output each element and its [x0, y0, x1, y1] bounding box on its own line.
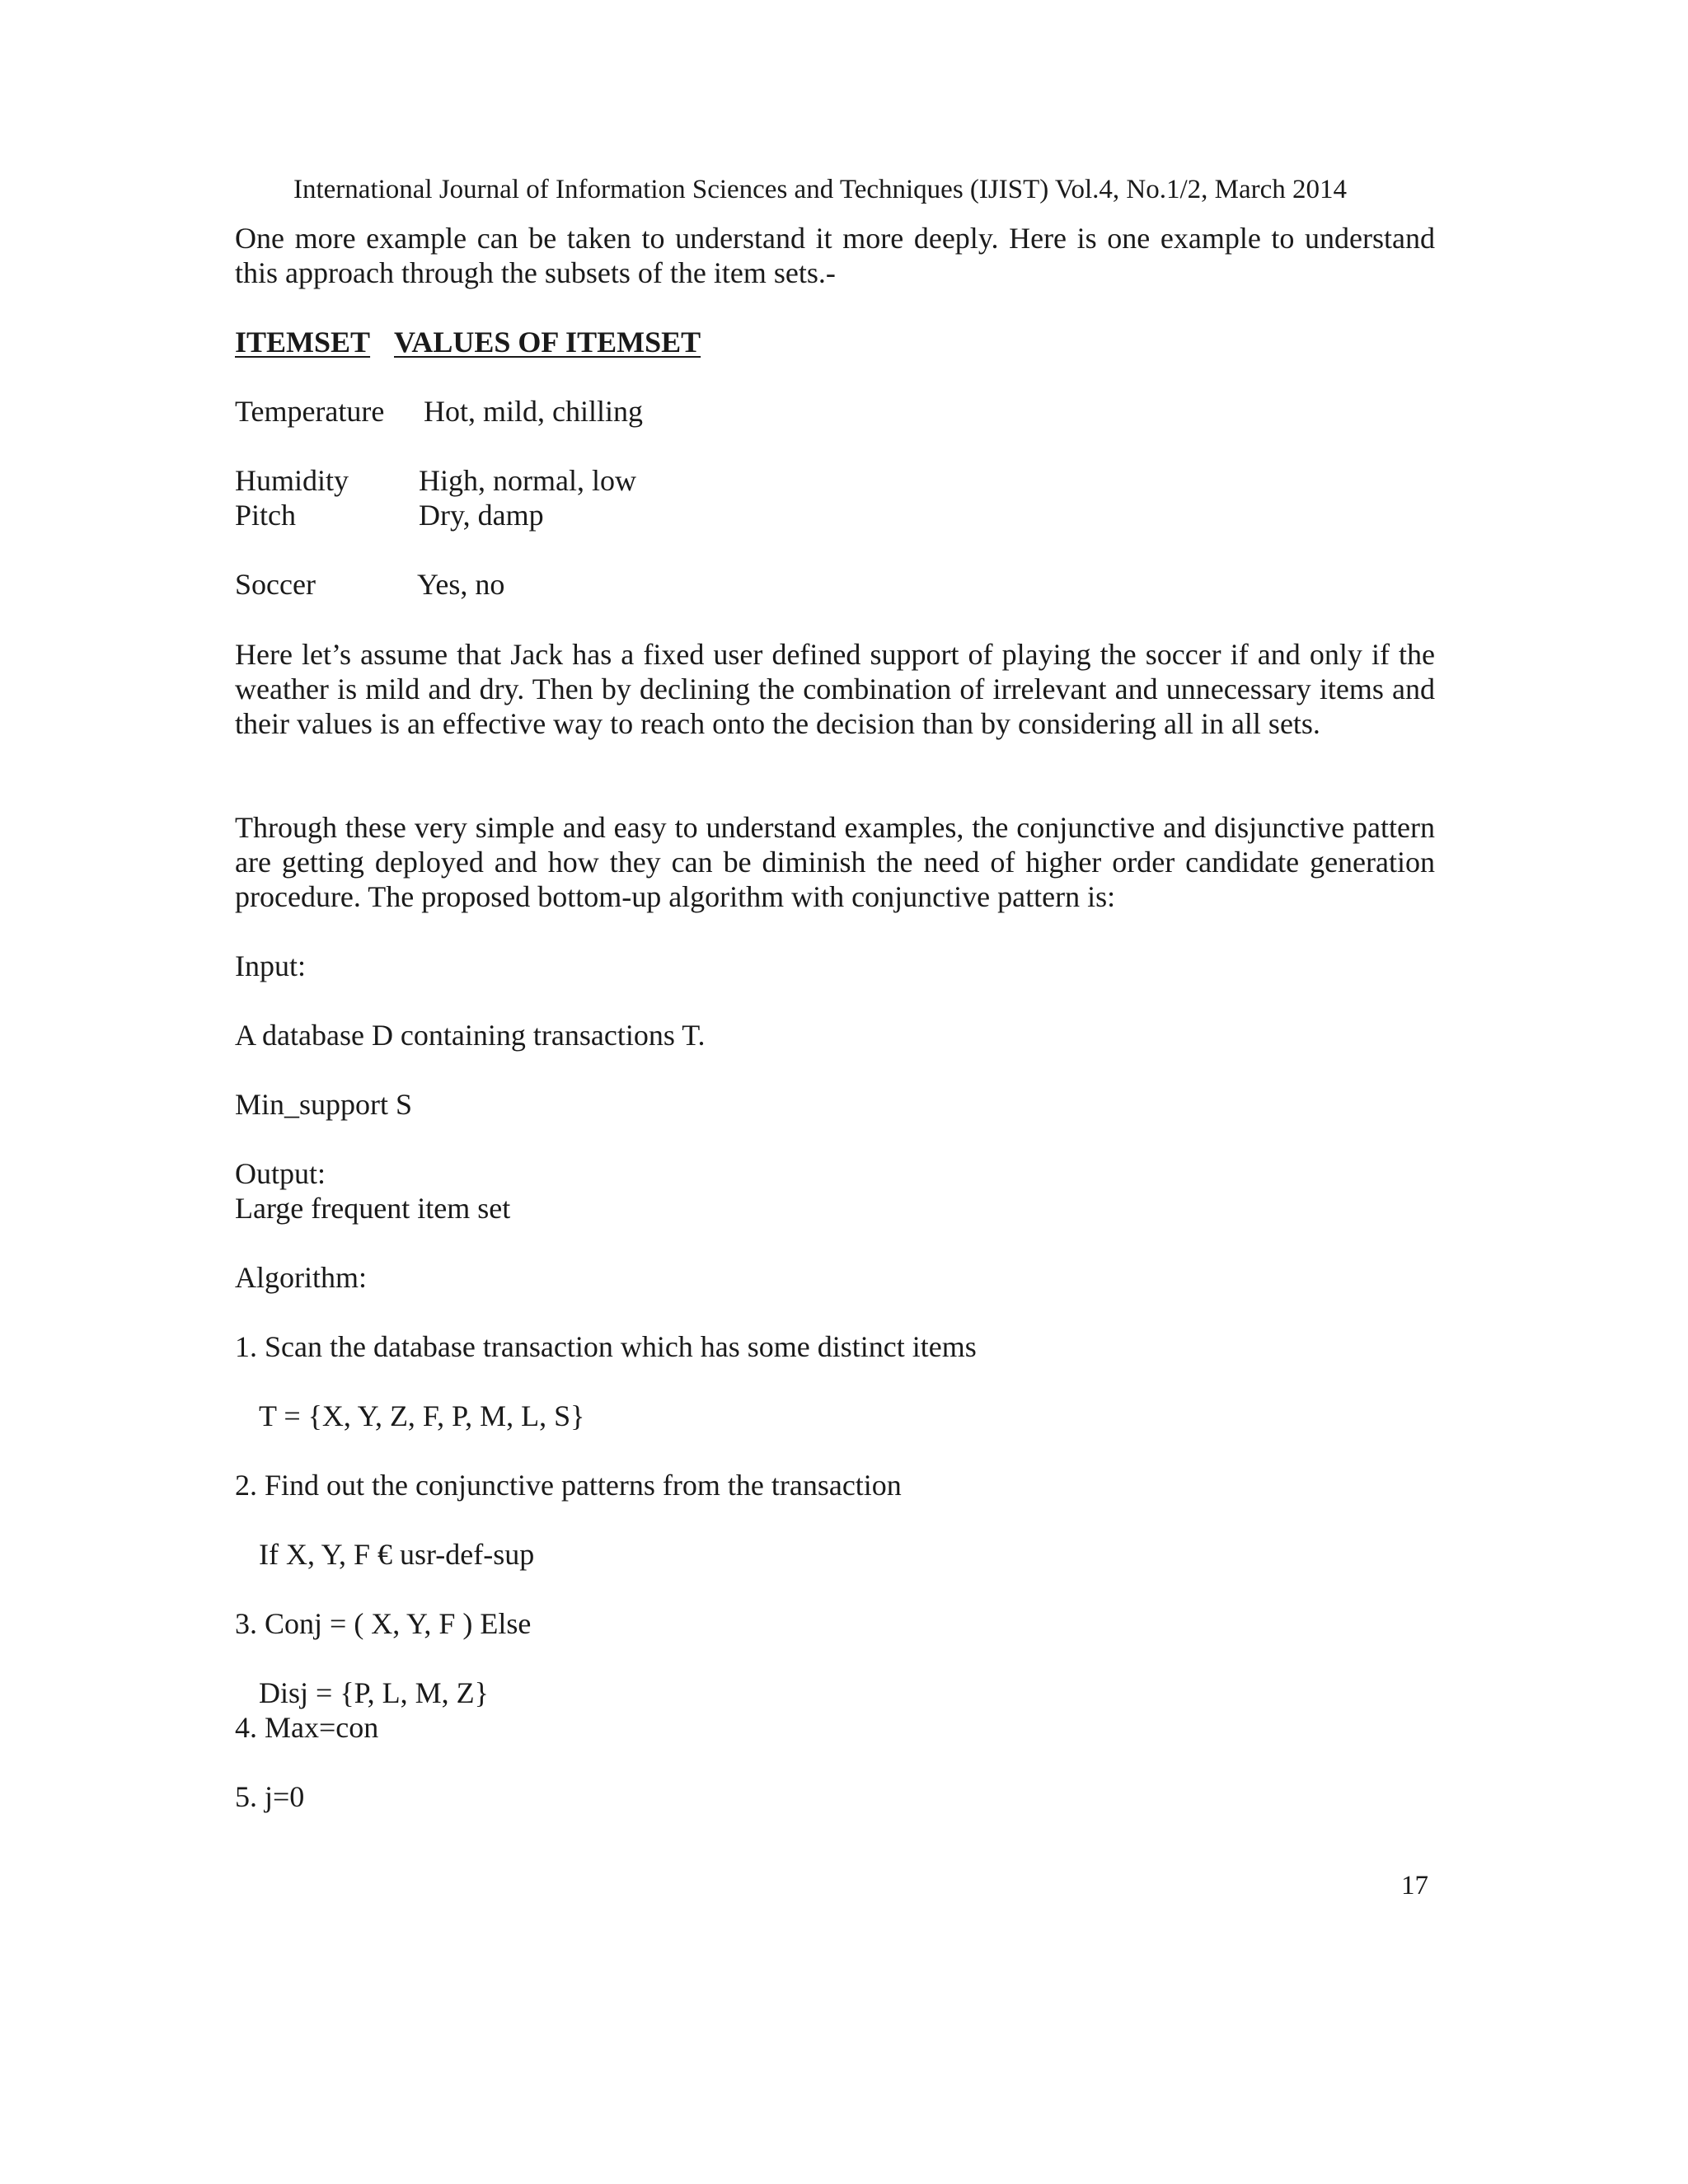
table-row-values: High, normal, low: [419, 464, 636, 497]
input-database: A database D containing transactions T.: [235, 1019, 706, 1052]
algorithm-step-5: 5. j=0: [235, 1780, 305, 1813]
table-row-values: Hot, mild, chilling: [424, 395, 643, 428]
table-row-item: Pitch: [235, 499, 297, 532]
journal-header: International Journal of Information Sciences and Techniques (IJIST) Vol.4, No.1/2, March 2014: [293, 175, 1347, 204]
algorithm-step-2-detail: If X, Y, F € usr-def-sup: [259, 1538, 535, 1571]
table-row-values: Yes, no: [417, 568, 505, 601]
through-paragraph: Through these very simple and easy to understand examples, the conjunctive and disjunctive pattern are getting deployed and how they can be diminish the need of higher order candidate generation procedure. The proposed bottom-up algorithm with conjunctive pattern is:: [235, 811, 1435, 913]
output-value: Large frequent item set: [235, 1192, 511, 1225]
algorithm-step-3-detail: Disj = {P, L, M, Z}: [259, 1676, 489, 1709]
page-number: 17: [1401, 1871, 1428, 1900]
input-min-support: Min_support S: [235, 1088, 413, 1121]
algorithm-step-2: 2. Find out the conjunctive patterns from the transaction: [235, 1469, 902, 1502]
output-label: Output:: [235, 1157, 326, 1190]
table-row-item: Soccer: [235, 568, 316, 601]
table-row-values: Dry, damp: [419, 499, 544, 532]
algorithm-step-1: 1. Scan the database transaction which has some distinct items: [235, 1330, 977, 1363]
jack-paragraph: Here let’s assume that Jack has a fixed user defined support of playing the soccer if and only if the weather is mild and dry. Then by declining the combination of irrelevant and unnecessary items and their values is an effective way to reach onto the decision than by considering all in all sets.: [235, 638, 1435, 740]
input-label: Input:: [235, 949, 306, 982]
intro-paragraph: One more example can be taken to understand it more deeply. Here is one example to understand this approach through the subsets of the item sets.-: [235, 222, 1435, 289]
algorithm-step-3: 3. Conj = ( X, Y, F ) Else: [235, 1607, 532, 1640]
algorithm-step-1-detail: T = {X, Y, Z, F, P, M, L, S}: [259, 1399, 585, 1432]
algorithm-step-4: 4. Max=con: [235, 1711, 379, 1744]
itemset-column-header: ITEMSET: [235, 326, 371, 359]
table-row-item: Humidity: [235, 464, 349, 497]
table-row-item: Temperature: [235, 395, 385, 428]
values-column-header: VALUES OF ITEMSET: [394, 326, 701, 359]
algorithm-label: Algorithm:: [235, 1261, 367, 1294]
